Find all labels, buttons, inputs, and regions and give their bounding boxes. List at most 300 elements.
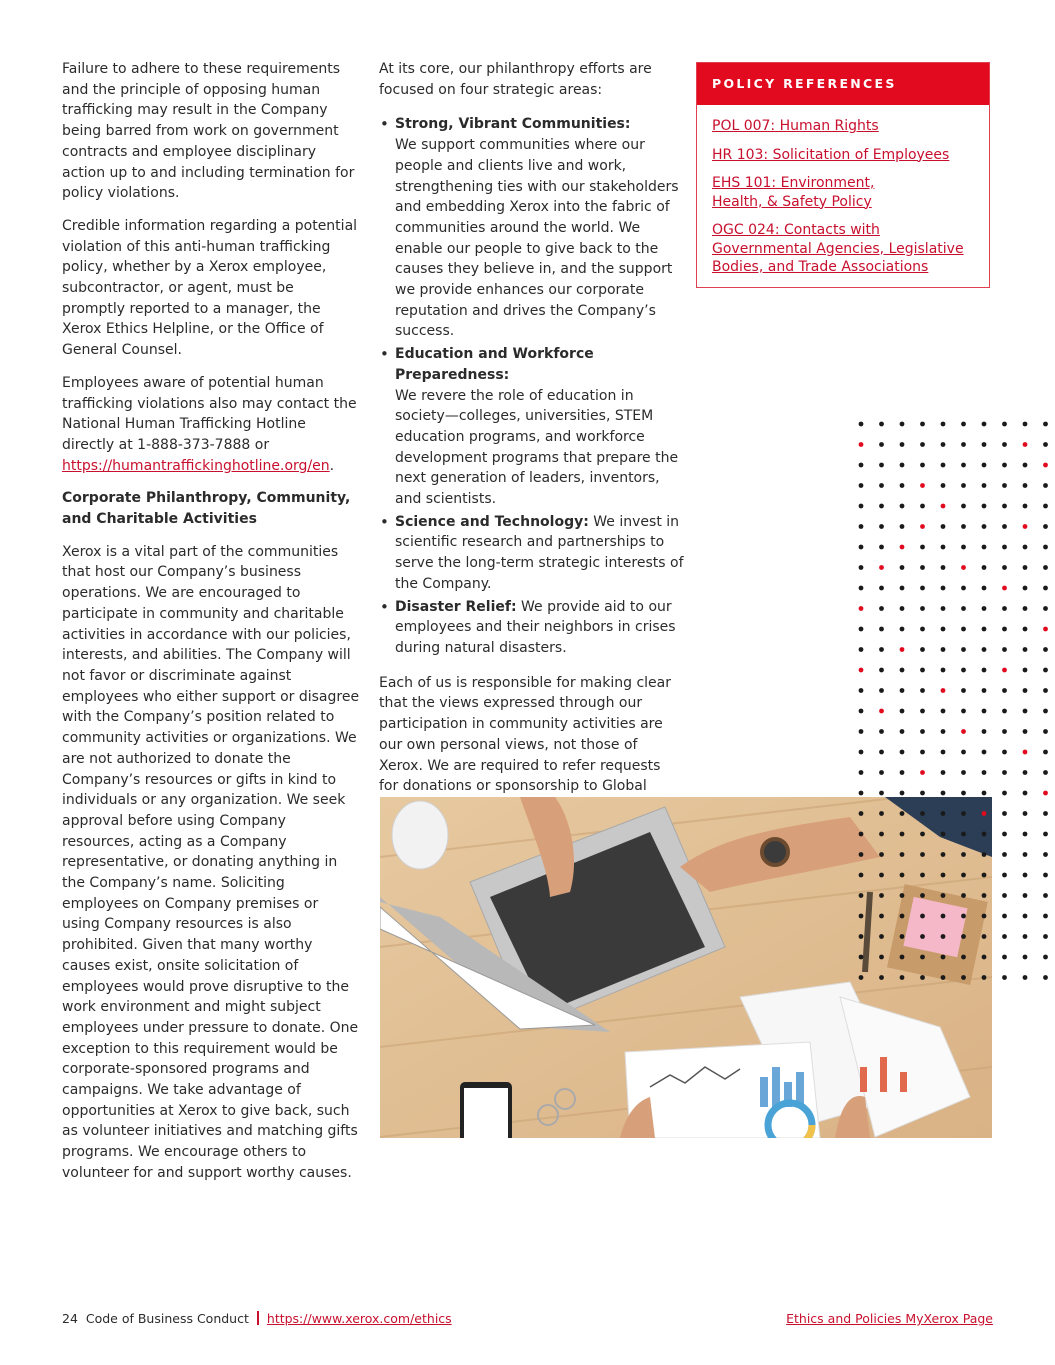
dot: [961, 586, 966, 591]
dot: [879, 668, 884, 673]
dot: [900, 832, 905, 837]
dot: [920, 688, 925, 693]
dot: [941, 852, 946, 857]
section-heading: Corporate Philanthropy, Community, and Charitable Activities: [62, 490, 351, 528]
dot: [900, 688, 905, 693]
dot: [879, 442, 884, 447]
dot: [900, 852, 905, 857]
dot: [879, 483, 884, 488]
dot: [859, 442, 864, 447]
dot: [920, 463, 925, 468]
dot: [900, 934, 905, 939]
dot: [900, 893, 905, 898]
paragraph-intro: At its core, our philanthropy efforts are focused on four strategic areas:: [379, 61, 652, 98]
dot: [900, 955, 905, 960]
dot: [920, 791, 925, 796]
dot: [1043, 463, 1048, 468]
dot: [859, 422, 864, 427]
dot: [920, 565, 925, 570]
dot: [920, 914, 925, 919]
dot: [941, 463, 946, 468]
dot: [879, 627, 884, 632]
dot: [1002, 627, 1007, 632]
dot: [900, 483, 905, 488]
dot: [961, 442, 966, 447]
dot: [1023, 975, 1028, 980]
dot: [879, 647, 884, 652]
paragraph-failure: Failure to adhere to these requirements and the principle of opposing human trafficking may result in the Company being barred from work on government contracts and employee disciplinary action up to and including termination for policy violations.: [62, 61, 355, 202]
dot: [941, 955, 946, 960]
paragraph-community: Xerox is a vital part of the communities that host our Company’s business operations. We are encouraged to participate in community and charitable activities in accordance with our policies, interests, and abilities. The Company will not favor or discriminate against employees who either support or disagree with the Company’s position related to community activities or organizations. We are not authorized to donate the Company’s resources or gifts in kind to individuals or any organization. We seek approval before using Company resources, acting as a Company representative, or donating anything in the Company’s name. Soliciting employees on Company premises or using Company resources is also prohibited. Given that many worthy causes exist, onsite solicitation of employees would prove disruptive to the work environment and might subject employees under pressure to donate. One exception to this requirement would be corporate-sponsored programs and campaigns. We take advantage of opportunities at Xerox to give back, such as volunteer initiatives and matching gifts programs. We encourage others to volunteer for and support worthy causes.: [62, 543, 360, 1181]
dot: [961, 524, 966, 529]
area-title: Education and Workforce Preparedness:: [395, 346, 594, 383]
dot: [941, 873, 946, 878]
dot: [982, 483, 987, 488]
dot: [920, 750, 925, 755]
dot: [879, 811, 884, 816]
mouse-icon: [392, 801, 448, 869]
page-number: 24: [62, 1311, 78, 1326]
dot: [1043, 914, 1048, 919]
dot: [1002, 668, 1007, 673]
dot: [1002, 893, 1007, 898]
list-item: [379, 344, 684, 510]
dot: [1002, 750, 1007, 755]
dot: [1002, 586, 1007, 591]
dot: [859, 750, 864, 755]
dot: [859, 627, 864, 632]
list-item: [379, 597, 684, 659]
dot: [1002, 422, 1007, 427]
dot: [1023, 524, 1028, 529]
dot: [982, 627, 987, 632]
dot: [859, 688, 864, 693]
dot: [920, 442, 925, 447]
dot: [920, 422, 925, 427]
dot: [961, 955, 966, 960]
dot: [1002, 688, 1007, 693]
paragraph-hotline: [62, 373, 360, 477]
dot: [1023, 586, 1028, 591]
dot: [982, 770, 987, 775]
dot: [982, 791, 987, 796]
dot: [1043, 483, 1048, 488]
area-title: Science and Technology:: [395, 513, 589, 530]
dot: [920, 524, 925, 529]
dot: [1043, 975, 1048, 980]
dot: [859, 832, 864, 837]
dot: [941, 729, 946, 734]
dot: [1002, 832, 1007, 837]
dot: [1023, 606, 1028, 611]
dot: [1023, 647, 1028, 652]
left-column: [62, 59, 360, 1196]
dot: [1023, 873, 1028, 878]
dot: [900, 729, 905, 734]
dot: [961, 811, 966, 816]
dot: [1002, 524, 1007, 529]
dot: [1023, 545, 1028, 550]
dot: [982, 852, 987, 857]
dot: [982, 934, 987, 939]
dot: [859, 647, 864, 652]
dot: [1023, 934, 1028, 939]
dot: [1043, 709, 1048, 714]
dot: [1002, 791, 1007, 796]
dot: [982, 811, 987, 816]
dot: [961, 914, 966, 919]
dot-pattern: [852, 415, 1055, 990]
dot: [1043, 545, 1048, 550]
dot: [859, 504, 864, 509]
dot: [941, 647, 946, 652]
dot: [1043, 627, 1048, 632]
dot: [1043, 442, 1048, 447]
dot: [1043, 668, 1048, 673]
dot: [920, 873, 925, 878]
dot: [941, 627, 946, 632]
policy-references-box: [696, 62, 990, 288]
dot: [941, 791, 946, 796]
dot: [879, 873, 884, 878]
area-text: We provide aid to our employees and their neighbors in crises during natural disasters.: [395, 598, 676, 656]
dot: [961, 934, 966, 939]
dot: [1043, 873, 1048, 878]
policy-links: [697, 105, 989, 277]
dot: [941, 975, 946, 980]
paragraph-closing: Each of us is responsible for making clear that the views expressed through our participation in community activities are our own personal views, not those of Xerox. We are required to refer requests for donations or sponsorship to Global: [379, 674, 672, 795]
dot: [1023, 750, 1028, 755]
dot: [920, 647, 925, 652]
dot: [920, 586, 925, 591]
dot: [961, 832, 966, 837]
dot: [961, 729, 966, 734]
dot: [1043, 422, 1048, 427]
dot: [1002, 565, 1007, 570]
dot: [941, 709, 946, 714]
dot: [879, 934, 884, 939]
dot: [982, 647, 987, 652]
dot: [1002, 442, 1007, 447]
dot: [920, 852, 925, 857]
dot: [961, 483, 966, 488]
dot: [1043, 565, 1048, 570]
dot: [879, 893, 884, 898]
dot: [1023, 483, 1028, 488]
dot: [1023, 914, 1028, 919]
policy-link-ogc-024[interactable]: OGC 024: Contacts with Governmental Agencies, Legislative Bodies, and Trade Associations: [712, 222, 964, 275]
dot: [982, 586, 987, 591]
dot: [1023, 770, 1028, 775]
dot: [1002, 545, 1007, 550]
paragraph-credible-info: Credible information regarding a potential violation of this anti-human trafficking policy, whether by a Xerox employee, subcontractor, or agent, must be promptly reported to a manager, the Xerox Ethics Helpline, or the Office of General Counsel.: [62, 217, 358, 359]
dot: [941, 483, 946, 488]
dot: [900, 668, 905, 673]
dot: [920, 893, 925, 898]
dot: [879, 565, 884, 570]
dot: [900, 504, 905, 509]
area-title: Strong, Vibrant Communities:: [395, 116, 631, 133]
dot: [961, 791, 966, 796]
dot: [879, 545, 884, 550]
dot: [1023, 463, 1028, 468]
dot: [859, 893, 864, 898]
hotline-period: .: [329, 457, 335, 474]
dot: [982, 463, 987, 468]
ethics-url-link[interactable]: https://www.xerox.com/ethics: [266, 1311, 452, 1326]
dot: [941, 586, 946, 591]
dot: [1043, 893, 1048, 898]
dot: [900, 709, 905, 714]
dot: [961, 852, 966, 857]
dot: [859, 934, 864, 939]
dot: [961, 627, 966, 632]
dot: [961, 770, 966, 775]
dot: [1023, 422, 1028, 427]
dot: [1043, 524, 1048, 529]
dot: [879, 750, 884, 755]
dot: [920, 955, 925, 960]
dot: [1043, 832, 1048, 837]
dot: [941, 750, 946, 755]
dot: [920, 770, 925, 775]
dot: [1002, 852, 1007, 857]
dot: [879, 463, 884, 468]
dot: [941, 504, 946, 509]
policy-link-pol-007[interactable]: POL 007: Human Rights: [712, 118, 879, 134]
dot: [1023, 852, 1028, 857]
dot: [859, 586, 864, 591]
dot: [879, 914, 884, 919]
dot: [900, 750, 905, 755]
dot: [1043, 791, 1048, 796]
dot: [879, 770, 884, 775]
dot: [1002, 914, 1007, 919]
dot: [1023, 832, 1028, 837]
dot: [1023, 442, 1028, 447]
dot: [920, 729, 925, 734]
dot: [900, 627, 905, 632]
dot: [920, 627, 925, 632]
dot: [920, 606, 925, 611]
dot: [1023, 811, 1028, 816]
dot: [941, 688, 946, 693]
dot: [982, 955, 987, 960]
dot: [1002, 975, 1007, 980]
dot: [879, 852, 884, 857]
dot: [859, 483, 864, 488]
dot: [941, 770, 946, 775]
document-title: Code of Business Conduct: [85, 1311, 249, 1326]
dot: [879, 832, 884, 837]
dot: [859, 606, 864, 611]
dot: [1002, 709, 1007, 714]
dot: [982, 668, 987, 673]
dot: [1002, 647, 1007, 652]
policy-references-heading: POLICY REFERENCES: [697, 63, 989, 105]
dot: [961, 709, 966, 714]
dot: [961, 688, 966, 693]
dot: [941, 606, 946, 611]
dot: [1002, 811, 1007, 816]
dot: [859, 729, 864, 734]
myxerox-page-link[interactable]: Ethics and Policies MyXerox Page: [786, 1311, 993, 1326]
dot: [900, 463, 905, 468]
dot: [1023, 504, 1028, 509]
dot: [941, 832, 946, 837]
dot: [1002, 770, 1007, 775]
dot: [900, 422, 905, 427]
dot: [920, 483, 925, 488]
dot: [920, 975, 925, 980]
dot: [1023, 565, 1028, 570]
dot: [961, 606, 966, 611]
dot: [900, 811, 905, 816]
dot: [941, 893, 946, 898]
dot: [879, 955, 884, 960]
dot: [982, 914, 987, 919]
dot: [1023, 627, 1028, 632]
dot: [859, 791, 864, 796]
dot: [900, 873, 905, 878]
strategic-areas-list: [379, 114, 684, 658]
area-text: We invest in scientific research and partnerships to serve the long-term strategic interests of the Company.: [395, 513, 684, 592]
dot: [961, 545, 966, 550]
dot: [1023, 729, 1028, 734]
footer-divider: [257, 1311, 259, 1325]
dot: [982, 442, 987, 447]
dot: [900, 606, 905, 611]
dot: [982, 545, 987, 550]
dot: [1043, 504, 1048, 509]
dot: [859, 770, 864, 775]
dot: [1002, 606, 1007, 611]
dot: [961, 504, 966, 509]
dot: [941, 565, 946, 570]
dot: [1043, 955, 1048, 960]
dot: [879, 504, 884, 509]
dot: [982, 832, 987, 837]
dot: [859, 524, 864, 529]
dot: [1043, 688, 1048, 693]
middle-column: [379, 59, 684, 830]
dot: [859, 811, 864, 816]
dot: [859, 668, 864, 673]
policy-link-hr-103[interactable]: HR 103: Solicitation of Employees: [712, 146, 950, 163]
dot: [900, 647, 905, 652]
dot: [961, 422, 966, 427]
dot: [1023, 955, 1028, 960]
dot: [941, 914, 946, 919]
dot: [961, 975, 966, 980]
dot: [982, 565, 987, 570]
dot: [1002, 463, 1007, 468]
dot: [982, 893, 987, 898]
dot: [1023, 688, 1028, 693]
area-title: Disaster Relief:: [395, 598, 517, 615]
dot: [982, 504, 987, 509]
dot: [961, 463, 966, 468]
dot: [941, 934, 946, 939]
dot: [961, 873, 966, 878]
dot: [1023, 668, 1028, 673]
dot: [982, 606, 987, 611]
dot: [859, 545, 864, 550]
footer: [62, 1310, 993, 1328]
dot: [920, 832, 925, 837]
dot: [941, 668, 946, 673]
dot: [879, 688, 884, 693]
dot: [961, 893, 966, 898]
dot: [982, 688, 987, 693]
dot: [859, 709, 864, 714]
dot: [941, 442, 946, 447]
dot: [879, 791, 884, 796]
dot: [1023, 893, 1028, 898]
dot: [1002, 729, 1007, 734]
dot: [859, 975, 864, 980]
dot: [961, 750, 966, 755]
dot: [1023, 709, 1028, 714]
dot: [900, 975, 905, 980]
policy-link-ehs-101[interactable]: EHS 101: Environment, Health, & Safety Policy: [712, 175, 875, 210]
dot: [900, 586, 905, 591]
dot: [1002, 955, 1007, 960]
dot: [941, 422, 946, 427]
dot: [1002, 483, 1007, 488]
dot: [859, 852, 864, 857]
dot: [941, 545, 946, 550]
dot: [900, 565, 905, 570]
dot: [1002, 934, 1007, 939]
dot: [941, 811, 946, 816]
dot: [859, 873, 864, 878]
dot: [961, 565, 966, 570]
dot: [1043, 770, 1048, 775]
dot: [879, 606, 884, 611]
dot: [982, 524, 987, 529]
dot: [982, 750, 987, 755]
dot: [859, 565, 864, 570]
area-text: We revere the role of education in society—colleges, universities, STEM education programs, and workforce development programs that prepare the next generation of leaders, inventors, and scientists.: [395, 387, 679, 508]
area-text: We support communities where our people and clients live and work, strengthening ties with our stakeholders and embedding Xerox into the fabric of communities around the world. We enable our people to give back to the causes they believe in, and the support we provide enhances our corporate reputation and drives the Company’s success.: [395, 137, 679, 340]
dot: [1043, 934, 1048, 939]
hotline-text: Employees aware of potential human trafficking violations also may contact the National Human Trafficking Hotline directly at 1-888-373-7888 or: [62, 374, 357, 453]
dot: [982, 729, 987, 734]
list-item: [379, 114, 684, 342]
dot: [900, 545, 905, 550]
dot: [1043, 586, 1048, 591]
dot: [1043, 750, 1048, 755]
hotline-link[interactable]: https://humantraffickinghotline.org/en: [62, 457, 330, 474]
dot: [1043, 852, 1048, 857]
dot: [982, 975, 987, 980]
dot: [920, 668, 925, 673]
list-item: [379, 512, 684, 595]
dot: [920, 709, 925, 714]
dot: [961, 668, 966, 673]
dot: [879, 975, 884, 980]
dot: [879, 709, 884, 714]
dot: [879, 422, 884, 427]
dot: [1043, 811, 1048, 816]
dot: [879, 524, 884, 529]
dot: [941, 524, 946, 529]
dot: [1043, 647, 1048, 652]
dot: [900, 791, 905, 796]
dot: [859, 463, 864, 468]
dot: [879, 586, 884, 591]
